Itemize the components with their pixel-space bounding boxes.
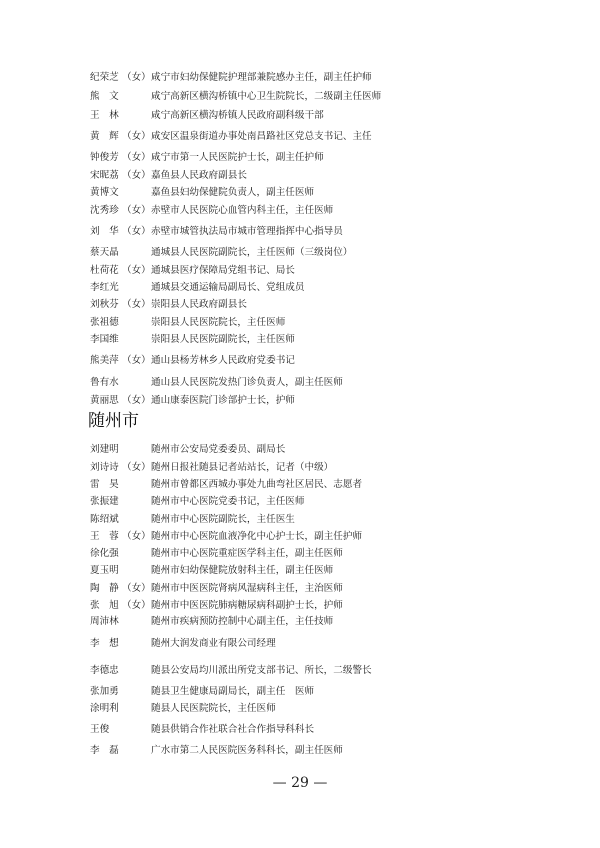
gender-note: （女） <box>122 226 151 237</box>
person-name: 李 想 <box>90 638 119 649</box>
list-item <box>0 203 600 219</box>
person-title: 咸宁高新区横沟桥镇中心卫生院院长，二级副主任医师 <box>151 91 382 102</box>
person-name: 涂明利 <box>90 703 119 714</box>
person-name: 刘诗诗 <box>90 462 119 473</box>
person-title: 随县人民医院院长，主任医师 <box>151 703 276 714</box>
person-name: 纪荣芝 <box>90 72 119 83</box>
person-name: 钟俊芳 <box>90 152 119 163</box>
page-number: — 29 — <box>272 775 328 791</box>
gender-note: （女） <box>122 462 151 473</box>
person-name: 熊美萍 <box>90 355 119 366</box>
person-title: 随州市曾都区西城办事处九曲弯社区居民、志愿者 <box>151 479 363 490</box>
person-name: 李德忠 <box>90 665 119 676</box>
person-title: 随县公安局均川派出所党支部书记、所长，二级警长 <box>151 665 372 676</box>
person-title: 崇阳县人民医院院长，主任医师 <box>151 317 286 328</box>
person-title: 嘉鱼县妇幼保健院负责人，副主任医师 <box>151 187 315 198</box>
gender-note: （女） <box>122 205 151 216</box>
person-name: 刘建明 <box>90 444 119 455</box>
person-name: 周沛林 <box>90 616 119 627</box>
person-title: 随州市中医医院肺病糖尿病科副护士长，护师 <box>151 600 343 611</box>
person-title: 通城县人民医院副院长，主任医师（三级岗位） <box>151 247 353 258</box>
person-name: 熊 文 <box>90 91 119 102</box>
person-name: 黄丽思 <box>90 395 119 406</box>
list-item <box>0 263 600 279</box>
list-item <box>0 315 600 331</box>
person-title: 赤壁市城管执法局市城市管理指挥中心指导员 <box>151 226 343 237</box>
list-item <box>0 684 600 700</box>
gender-note: （女） <box>122 299 151 310</box>
person-title: 通山康泰医院门诊部护士长，护师 <box>151 395 295 406</box>
list-item <box>0 108 600 124</box>
gender-note: （女） <box>122 583 151 594</box>
list-item <box>0 332 600 348</box>
person-name: 陶 静 <box>90 583 119 594</box>
gender-note: （女） <box>122 265 151 276</box>
person-title: 随州市公安局党委委员、副局长 <box>151 444 286 455</box>
list-item <box>0 129 600 145</box>
person-title: 随州大润发商业有限公司经理 <box>151 638 276 649</box>
gender-note: （女） <box>122 600 151 611</box>
list-item <box>0 393 600 409</box>
person-name: 张祖德 <box>90 317 119 328</box>
person-title: 通山县杨芳林乡人民政府党委书记 <box>151 355 295 366</box>
person-name: 陈绍斌 <box>90 514 119 525</box>
person-name: 王俊 <box>90 724 110 735</box>
list-item <box>0 546 600 562</box>
list-item <box>0 460 600 476</box>
list-item <box>0 598 600 614</box>
person-title: 赤壁市人民医院心血管内科主任，主任医师 <box>151 205 334 216</box>
list-item <box>0 280 600 296</box>
person-title: 通城县医疗保障局党组书记、局长 <box>151 265 295 276</box>
list-item <box>0 722 600 738</box>
person-name: 徐化强 <box>90 548 119 559</box>
list-item <box>0 494 600 510</box>
list-item <box>0 70 600 86</box>
person-name: 张加勇 <box>90 686 119 697</box>
list-item <box>0 245 600 261</box>
person-title: 咸宁市第一人民医院护士长，副主任护师 <box>151 152 324 163</box>
person-title: 随州市疾病预防控制中心副主任，主任技师 <box>151 616 334 627</box>
person-title: 随州市中心医院重症医学科主任，副主任医师 <box>151 548 343 559</box>
person-title: 崇阳县人民政府副县长 <box>151 299 247 310</box>
person-name: 蔡天晶 <box>90 247 119 258</box>
person-title: 随州市中医医院肾病风湿病科主任，主治医师 <box>151 583 343 594</box>
person-title: 嘉鱼县人民政府副县长 <box>151 170 247 181</box>
person-name: 夏玉明 <box>90 565 119 576</box>
list-item <box>0 529 600 545</box>
list-item <box>0 297 600 313</box>
person-name: 李国维 <box>90 334 119 345</box>
person-name: 张 旭 <box>90 600 119 611</box>
list-item <box>0 614 600 630</box>
person-name: 杜荷花 <box>90 265 119 276</box>
person-name: 张振建 <box>90 496 119 507</box>
list-item <box>0 663 600 679</box>
gender-note: （女） <box>122 170 151 181</box>
person-name: 刘 华 <box>90 226 119 237</box>
person-title: 随县供销合作社联合社合作指导科科长 <box>151 724 315 735</box>
list-item <box>0 563 600 579</box>
person-name: 黄 辉 <box>90 131 119 142</box>
list-item <box>0 442 600 458</box>
person-name: 王 林 <box>90 110 119 121</box>
person-title: 广水市第二人民医院医务科科长，副主任医师 <box>151 745 343 756</box>
person-title: 通城县交通运输局副局长、党组成员 <box>151 282 305 293</box>
person-name: 李红光 <box>90 282 119 293</box>
list-item <box>0 168 600 184</box>
list-item <box>0 89 600 105</box>
person-title: 通山县人民医院发热门诊负责人，副主任医师 <box>151 377 343 388</box>
person-name: 王 蓉 <box>90 531 119 542</box>
person-title: 随州市中心医院党委书记，主任医师 <box>151 496 305 507</box>
person-title: 咸宁高新区横沟桥镇人民政府副科级干部 <box>151 110 324 121</box>
person-name: 刘秋芬 <box>90 299 119 310</box>
person-title: 随州市中心医院血液净化中心护士长，副主任护师 <box>151 531 363 542</box>
person-title: 咸宁市妇幼保健院护理部兼院感办主任，副主任护师 <box>151 72 372 83</box>
gender-note: （女） <box>122 152 151 163</box>
list-item <box>0 701 600 717</box>
list-item <box>0 150 600 166</box>
person-title: 随州日报社随县记者站站长，记者（中级） <box>151 462 334 473</box>
gender-note: （女） <box>122 531 151 542</box>
person-name: 李 磊 <box>90 745 119 756</box>
person-name: 黄博文 <box>90 187 119 198</box>
person-title: 随县卫生健康局副局长，副主任 医师 <box>151 686 315 697</box>
list-item <box>0 375 600 391</box>
person-title: 随州市中心医院副院长，主任医生 <box>151 514 295 525</box>
list-item <box>0 353 600 369</box>
person-title: 崇阳县人民医院副院长，主任医师 <box>151 334 295 345</box>
gender-note: （女） <box>122 355 151 366</box>
person-name: 沈秀珍 <box>90 205 119 216</box>
section-title: 随州市 <box>88 411 139 431</box>
list-item <box>0 636 600 652</box>
person-name: 鲁有水 <box>90 377 119 388</box>
list-item <box>0 185 600 201</box>
gender-note: （女） <box>122 395 151 406</box>
list-item <box>0 512 600 528</box>
person-name: 宋昵荔 <box>90 170 119 181</box>
gender-note: （女） <box>122 72 151 83</box>
person-name: 雷 昊 <box>90 479 119 490</box>
list-item <box>0 477 600 493</box>
person-title: 随州市妇幼保健院放射科主任，副主任医师 <box>151 565 334 576</box>
list-item <box>0 743 600 759</box>
list-item <box>0 224 600 240</box>
person-title: 咸安区温泉街道办事处南昌路社区党总支书记、主任 <box>151 131 372 142</box>
list-item <box>0 581 600 597</box>
gender-note: （女） <box>122 131 151 142</box>
